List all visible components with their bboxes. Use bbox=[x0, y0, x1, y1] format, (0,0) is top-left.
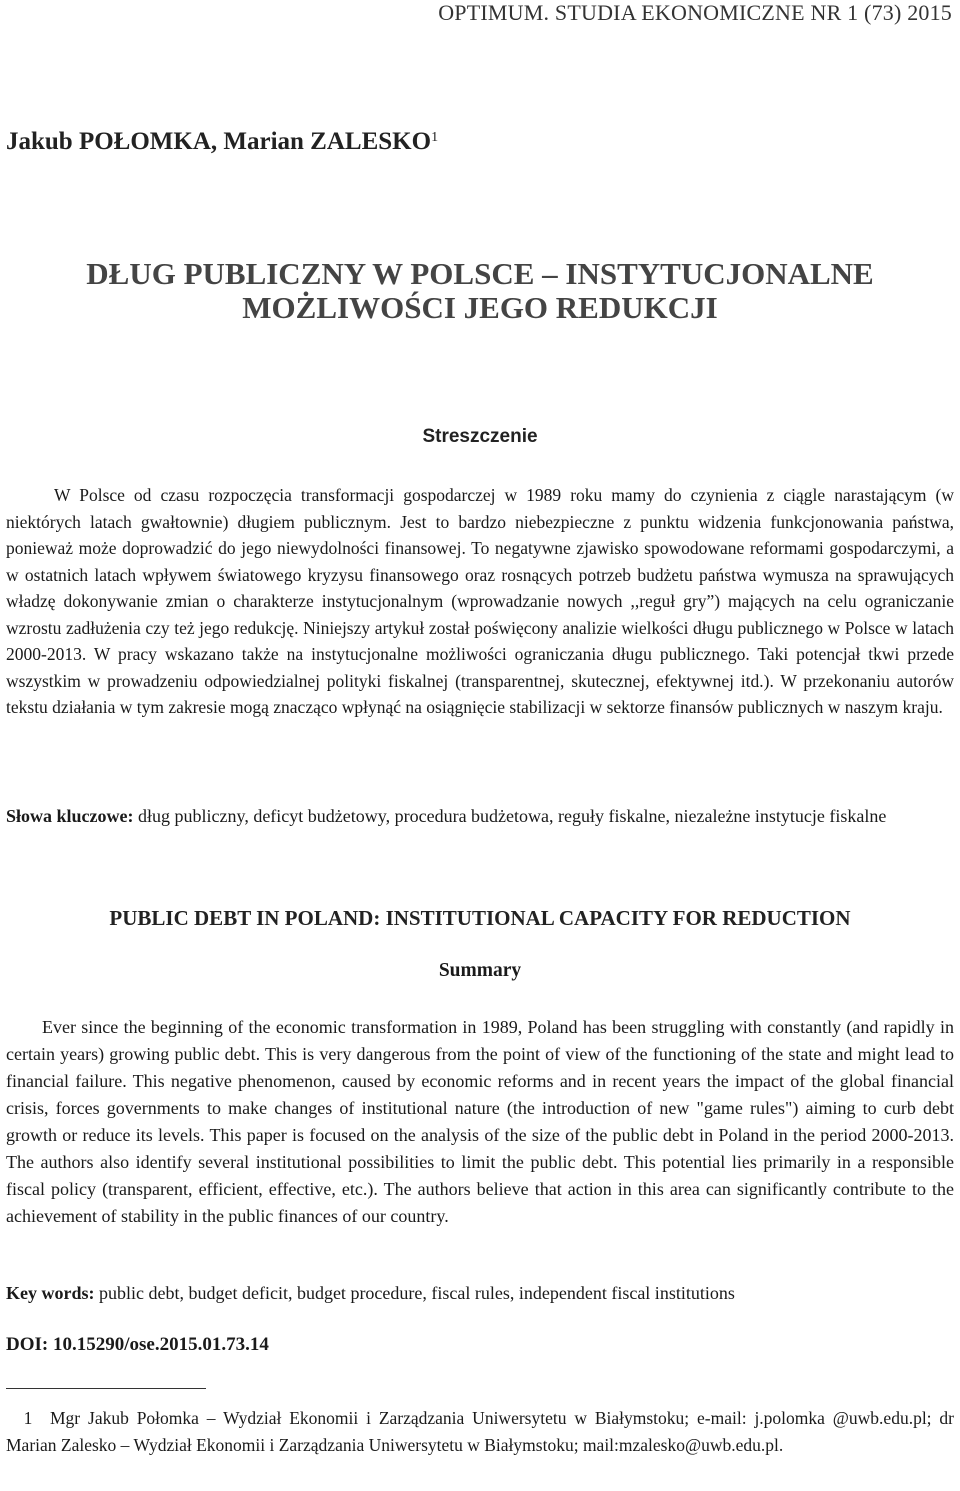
abstract-pl-text: W Polsce od czasu rozpoczęcia transformacji gospodarczej w 1989 roku mamy do czynienia z ciągle narastającym (w niektórych latach gwałtownie) długiem publicznym. Jest to bardzo niebezpieczne z punktu widzenia funkcjonowania państwa, ponieważ może doprowadzić do jego niewydolności finansowej. To negatywne zjawisko spowodowane reformami gospodarczymi, a w ostatnich latach wpływem światowego kryzysu finansowego oraz rosnących potrzeb budżetu państwa wymusza na sprawujących władzę dokonywanie zmian o charakterze instytucjonalnym (wprowadzanie nowych ,,reguł gry”) mających na celu ograniczanie wzrostu zadłużenia czy też jego redukcję. Niniejszy artykuł został poświęcony analizie wielkości długu publicznego w Polsce w latach 2000-2013. W pracy wskazano także na instytucjonalne możliwości ograniczania długu publicznego. Taki potencjał tkwi przede wszystkim w prowadzeniu odpowiedzialnej polityki fiskalnej (transparentnej, skutecznej, efektywnej itd.). W przekonaniu autorów tekstu działania w tym zakresie mogą znacząco wpłynąć na osiągnięcie stabilizacji w sektorze finansów publicznych w naszym kraju. bbox=[6, 485, 954, 717]
summary-en bbox=[6, 1014, 954, 1230]
keywords-en-text: public debt, budget deficit, budget procedure, fiscal rules, independent fiscal institutions bbox=[99, 1283, 735, 1303]
footnote-text: Mgr Jakub Połomka – Wydział Ekonomii i Zarządzania Uniwersytetu w Białymstoku; e-mail: j.polomka @uwb.edu.pl; dr Marian Zalesko – Wydział Ekonomii i Zarządzania Uniwersytetu w Białymstoku; mail:mzalesko@uwb.edu.pl. bbox=[6, 1408, 954, 1455]
doi-line: DOI: 10.15290/ose.2015.01.73.14 bbox=[6, 1334, 269, 1355]
footnote-divider bbox=[6, 1388, 206, 1389]
abstract-heading: Streszczenie bbox=[422, 426, 538, 447]
summary-heading: Summary bbox=[438, 960, 522, 981]
footnote-mark: 1 bbox=[23, 1408, 33, 1428]
journal-header: OPTIMUM. STUDIA EKONOMICZNE NR 1 (73) 2015 bbox=[438, 0, 952, 25]
english-title: PUBLIC DEBT IN POLAND: INSTITUTIONAL CAPACITY FOR REDUCTION bbox=[109, 906, 851, 930]
author-names: Jakub POŁOMKA, Marian ZALESKO bbox=[6, 128, 432, 155]
paper-title-line-2: MOŻLIWOŚCI JEGO REDUKCJI bbox=[242, 290, 718, 325]
keywords-pl bbox=[6, 803, 954, 830]
author-line bbox=[6, 128, 438, 156]
paper-title-line-1: DŁUG PUBLICZNY W POLSCE – INSTYTUCJONALNE bbox=[86, 256, 874, 291]
summary-en-text: Ever since the beginning of the economic transformation in 1989, Poland has been struggling with constantly (and rapidly in certain years) growing public debt. This is very dangerous from the point of view of the functioning of the state and might lead to financial failure. This negative phenomenon, caused by economic reforms and in recent years the impact of the global financial crisis, forces governments to make changes of institutional nature (the introduction of new "game rules") aiming to curb debt growth or reduce its levels. This paper is focused on the analysis of the size of the public debt in Poland in the period 2000-2013. The authors also identify several institutional possibilities to limit the public debt. This potential lies primarily in a responsible fiscal policy (transparent, efficient, effective, etc.). The authors believe that action in this area can significantly contribute to the achievement of stability in the public finances of our country. bbox=[6, 1017, 954, 1226]
keywords-pl-text: dług publiczny, deficyt budżetowy, procedura budżetowa, reguły fiskalne, niezależne instytucje fiskalne bbox=[138, 806, 887, 826]
author-footnote-ref: 1 bbox=[431, 130, 439, 145]
paper-title bbox=[6, 257, 954, 325]
abstract-pl bbox=[6, 482, 954, 721]
keywords-pl-label: Słowa kluczowe: bbox=[6, 806, 134, 826]
keywords-en bbox=[6, 1280, 954, 1307]
footnote bbox=[6, 1405, 954, 1459]
keywords-en-label: Key words: bbox=[6, 1283, 95, 1303]
